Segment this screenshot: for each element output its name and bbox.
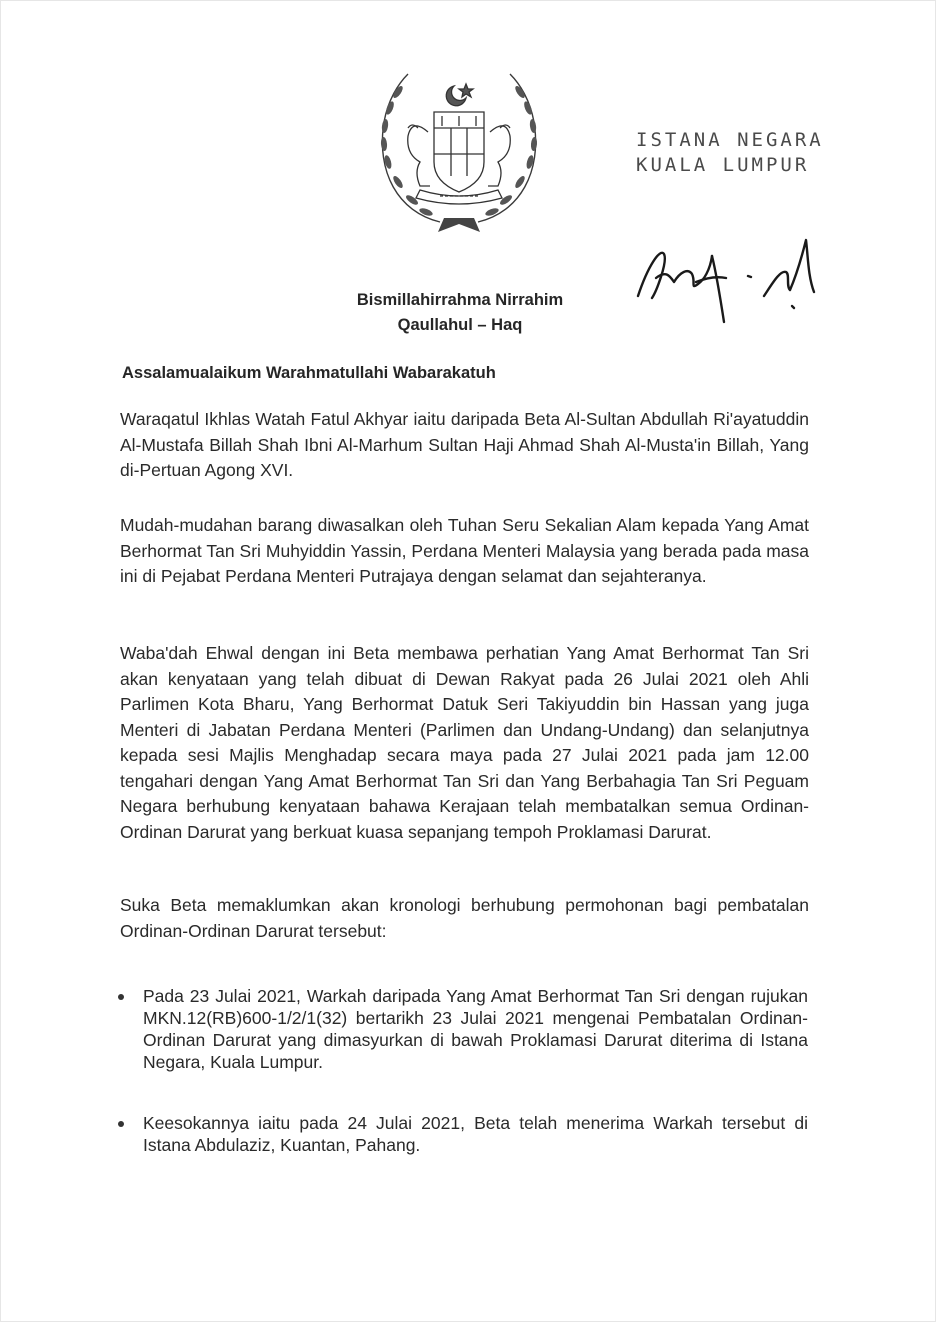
greeting: Assalamualaikum Warahmatullahi Wabarakatuh <box>122 364 496 382</box>
royal-crest-icon <box>368 62 550 236</box>
signature-icon <box>630 226 820 338</box>
letterhead-line2: KUALA LUMPUR <box>636 154 810 176</box>
list-item <box>118 1112 808 1156</box>
bullet-icon <box>118 1121 124 1127</box>
list-item-text: Pada 23 Julai 2021, Warkah daripada Yang Amat Berhormat Tan Sri dengan rujukan MKN.12(RB)600-1/2/1(32) bertarikh 23 Julai 2021 mengenai Pembatalan Ordinan-Ordinan Darurat yang dimasyurkan di bawah Proklamasi Darurat diterima di Istana Negara, Kuala Lumpur. <box>143 986 808 1072</box>
paragraph-introduction: Waraqatul Ikhlas Watah Fatul Akhyar iaitu daripada Beta Al-Sultan Abdullah Ri'ayatuddin Al-Mustafa Billah Shah Ibni Al-Marhum Sultan Haji Ahmad Shah Al-Musta'in Billah, Yang di-Pertuan Agong XVI. <box>120 409 809 480</box>
list-item <box>118 985 808 1073</box>
invocation-line2: Qaullahul – Haq <box>397 316 523 334</box>
paragraph-chronology-intro: Suka Beta memaklumkan akan kronologi berhubung permohonan bagi pembatalan Ordinan-Ordinan Darurat tersebut: <box>120 895 809 941</box>
paragraph-matter: Waba'dah Ehwal dengan ini Beta membawa perhatian Yang Amat Berhormat Tan Sri akan kenyataan yang telah dibuat di Dewan Rakyat pada 26 Julai 2021 oleh Ahli Parlimen Kota Bharu, Yang Berhormat Datuk Seri Takiyuddin bin Hassan yang juga Menteri di Jabatan Perdana Menteri (Parlimen dan Undang-Undang) dan selanjutnya kepada sesi Majlis Menghadap secara maya pada 27 Julai 2021 pada jam 12.00 tengahari dengan Yang Amat Berhormat Tan Sri dan Yang Berbahagia Tan Sri Peguam Negara berhubung kenyataan bahawa Kerajaan telah membatalkan semua Ordinan-Ordinan Darurat yang berkuat kuasa sepanjang tempoh Proklamasi Darurat. <box>120 643 809 842</box>
paragraph-salutation: Mudah-mudahan barang diwasalkan oleh Tuhan Seru Sekalian Alam kepada Yang Amat Berhormat Tan Sri Muhyiddin Yassin, Perdana Menteri Malaysia yang berada pada masa ini di Pejabat Perdana Menteri Putrajaya dengan selamat dan sejahteranya. <box>120 515 809 586</box>
letterhead <box>636 128 824 178</box>
bullet-icon <box>118 994 124 1000</box>
letterhead-line1: ISTANA NEGARA <box>636 129 824 151</box>
invocation-line1: Bismillahirrahma Nirrahim <box>356 291 564 309</box>
list-item-text: Keesokannya iaitu pada 24 Julai 2021, Beta telah menerima Warkah tersebut di Istana Abdulaziz, Kuantan, Pahang. <box>143 1113 808 1155</box>
invocation <box>330 288 590 338</box>
